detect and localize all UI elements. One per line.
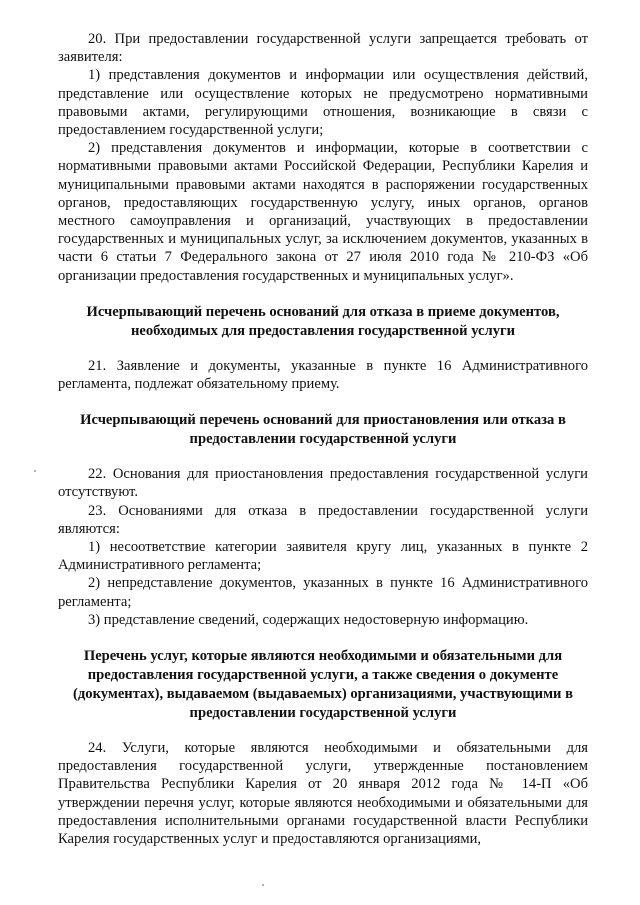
paragraph-20-item-1: 1) представления документов и информации или осуществления действий, представление или осуществление которых не предусмотрено нормативными правовыми актами, регулирующими отношения, возникающие в связи с предоставлением государственной услуги; bbox=[58, 67, 588, 139]
section-spacer bbox=[58, 341, 588, 357]
section-heading-suspension-refusal: Исчерпывающий перечень оснований для приостановления или отказа в предоставлении государственной услуги bbox=[80, 412, 566, 448]
paragraph-23-item-1: 1) несоответствие категории заявителя кругу лиц, указанных в пункте 2 Административного регламента; bbox=[58, 539, 588, 574]
section-heading-refusal-acceptance: Исчерпывающий перечень оснований для отказа в приеме документов, необходимых для предоставления государственной услуги bbox=[86, 303, 560, 339]
scan-speck bbox=[34, 470, 36, 472]
scan-speck bbox=[262, 884, 264, 886]
paragraph-21: 21. Заявление и документы, указанные в пункте 16 Административного регламента, подлежат обязательному приему. bbox=[58, 357, 588, 393]
section-spacer bbox=[58, 723, 588, 739]
section-spacer bbox=[58, 393, 588, 411]
paragraph-20-intro: 20. При предоставлении государственной услуги запрещается требовать от заявителя: bbox=[58, 31, 588, 66]
paragraph-22: 22. Основания для приостановления предоставления государственной услуги отсутствуют. bbox=[58, 466, 588, 501]
section-heading-required-services: Перечень услуг, которые являются необходимыми и обязательными для предоставления государственной услуги, а также сведения о документе (документах), выдаваемом (выдаваемых) организациями, участвующими в предоставлении государственной услуги bbox=[73, 648, 573, 722]
section-spacer bbox=[58, 449, 588, 465]
section-spacer bbox=[58, 629, 588, 647]
paragraph-23-item-3: 3) представление сведений, содержащих недостоверную информацию. bbox=[88, 611, 529, 628]
paragraph-23-intro: 23. Основаниями для отказа в предоставлении государственной услуги являются: bbox=[58, 502, 588, 537]
document-body bbox=[58, 30, 588, 848]
paragraph-23-item-2: 2) непредставление документов, указанных в пункте 16 Административного регламента; bbox=[58, 575, 588, 610]
paragraph-20-item-2: 2) представления документов и информации, которые в соответствии с нормативными правовыми актами Российской Федерации, Республики Карелия и муниципальными правовыми актами находятся в распоряжении государственных органов, предоставляющих государственную услугу, иных органов, органов местного самоуправления и организаций, участвующих в предоставлении государственных и муниципальных услуг, за исключением документов, указанных в части 6 статьи 7 Федерального закона от 27 июля 2010 года № 210-ФЗ «Об организации предоставления государственных и муниципальных услуг». bbox=[58, 140, 588, 284]
section-spacer bbox=[58, 285, 588, 303]
paragraph-24: 24. Услуги, которые являются необходимыми и обязательными для предоставления государственной услуги, утвержденные постановлением Правительства Республики Карелия от 20 января 2012 года № 14-П «Об утверждении перечня услуг, которые являются необходимыми и обязательными для предоставления исполнительными органами государственной власти Республики Карелия государственных услуг и предоставляются организациями, bbox=[58, 740, 588, 848]
